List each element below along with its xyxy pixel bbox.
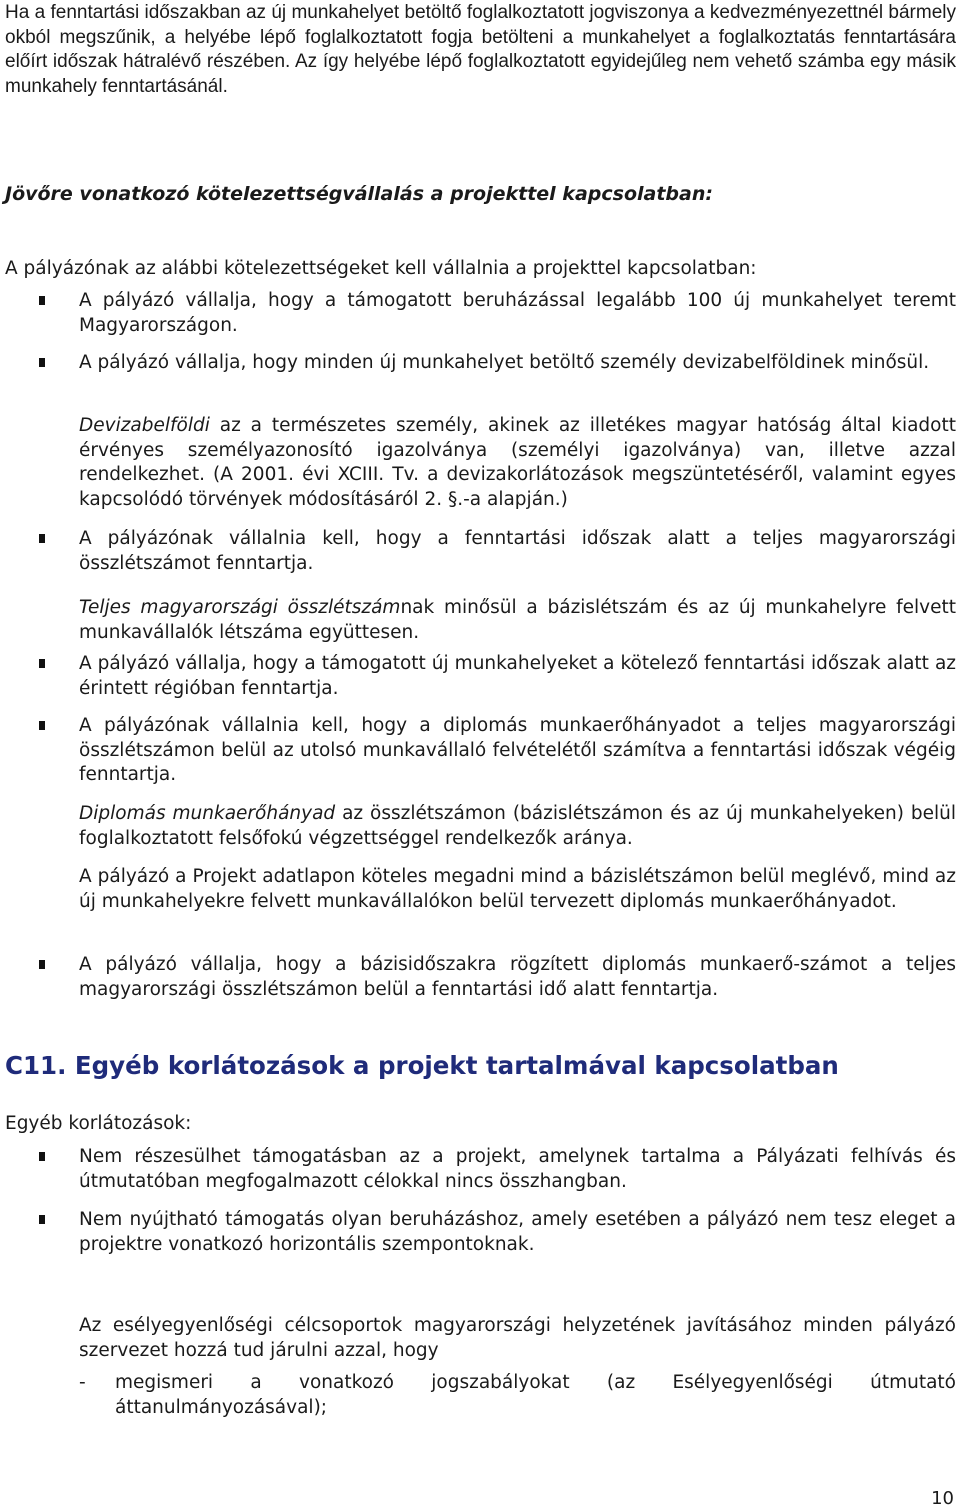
devizabelfoldi-definition xyxy=(79,414,956,512)
diplomas-term: Diplomás munkaerőhányad xyxy=(79,803,336,824)
teljes-term: Teljes magyarországi összlétszám xyxy=(79,597,401,618)
egyeb-lead: Egyéb korlátozások: xyxy=(5,1113,192,1134)
bullet-marker xyxy=(39,534,45,543)
bullet-marker xyxy=(39,960,45,969)
section-heading-c11: C11. Egyéb korlátozások a projekt tartalmával kapcsolatban xyxy=(5,1051,839,1080)
devizabelfoldi-term: Devizabelföldi xyxy=(79,415,210,436)
commitment-item-3: A pályázónak vállalnia kell, hogy a fenntartási időszak alatt a teljes magyarországi összlétszámot fenntartja. xyxy=(79,528,956,574)
commitment-lead: A pályázónak az alábbi kötelezettségeket kell vállalnia a projekttel kapcsolatban: xyxy=(5,258,757,279)
restriction-item-1: Nem részesülhet támogatásban az a projekt, amelynek tartalma a Pályázati felhívás és útmutatóban megfogalmazott célokkal nincs összhangban. xyxy=(79,1146,956,1192)
bullet-marker xyxy=(39,721,45,730)
diplomas-text: az összlétszámon (bázislétszámon és az új munkahelyeken) belül foglalkoztatott felsőfokú végzettséggel rendelkezők aránya. xyxy=(79,803,956,849)
restriction-item-2: Nem nyújtható támogatás olyan beruházáshoz, amely esetében a pályázó nem tesz eleget a projektre vonatkozó horizontális szempontoknak. xyxy=(79,1209,956,1255)
commitment-item-5: A pályázónak vállalnia kell, hogy a diplomás munkaerőhányadot a teljes magyarországi összlétszámon belül az utolsó munkavállaló felvételétől számítva a fenntartási időszak végéig fenntartja. xyxy=(79,715,956,785)
commitment-item-1: A pályázó vállalja, hogy a támogatott beruházással legalább 100 új munkahelyet teremt Magyarországon. xyxy=(79,290,956,336)
bullet-marker xyxy=(39,659,45,668)
bullet-marker xyxy=(39,296,45,305)
adatlap-paragraph: A pályázó a Projekt adatlapon köteles megadni mind a bázislétszámon belül meglévő, mind az új munkahelyekre felvett munkavállalókon belül tervezett diplomás munkaerőhányadot. xyxy=(79,866,956,912)
teljes-definition xyxy=(79,596,956,645)
teljes-text: nak minősül a bázislétszám és az új munkahelyre felvett munkavállalók létszáma együttesen. xyxy=(79,597,956,643)
dash-marker: - xyxy=(79,1372,86,1393)
bullet-marker xyxy=(39,1152,45,1161)
eselyegyenloseg-item-1: megismeri a vonatkozó jogszabályokat (az Esélyegyenlőségi útmutató áttanulmányozásával); xyxy=(115,1372,956,1418)
devizabelfoldi-text: az a természetes személy, akinek az illetékes magyar hatóság által kiadott érvényes személyazonosító igazolványa (személyi igazolványa) van, illetve azzal rendelkezhet. (A 2001. évi XCIII. Tv. a devizakorlátozások megszüntetéséről, valamint egyes kapcsolódó törvények módosításáról 2. §.-a alapján.) xyxy=(79,415,956,510)
commitment-heading: Jövőre vonatkozó kötelezettségvállalás a projekttel kapcsolatban: xyxy=(5,183,713,205)
bullet-marker xyxy=(39,358,45,367)
commitment-item-2: A pályázó vállalja, hogy minden új munkahelyet betöltő személy devizabelföldinek minősül. xyxy=(79,352,930,373)
eselyegyenloseg-paragraph: Az esélyegyenlőségi célcsoportok magyarországi helyzetének javításához minden pályázó szervezet hozzá tud járulni azzal, hogy xyxy=(79,1315,956,1361)
page-number: 10 xyxy=(931,1488,954,1509)
commitment-item-4: A pályázó vállalja, hogy a támogatott új munkahelyeket a kötelező fenntartási időszak alatt az érintett régióban fenntartja. xyxy=(79,653,956,699)
commitment-item-6: A pályázó vállalja, hogy a bázisidőszakra rögzített diplomás munkaerő-számot a teljes magyarországi összlétszámon belül a fenntartási idő alatt fenntartja. xyxy=(79,954,956,1000)
intro-paragraph: Ha a fenntartási időszakban az új munkahelyet betöltő foglalkoztatott jogviszonya a kedvezményezettnél bármely okból megszűnik, a helyébe lépő foglalkoztatott fogja betölteni a munkahelyet a foglalkoztatás fenntartására előírt időszak hátralévő részében. Az így helyébe lépő foglalkoztatott egyidejűleg nem vehető számba egy másik munkahely fenntartásánál. xyxy=(5,2,956,97)
diplomas-definition xyxy=(79,802,956,851)
bullet-marker xyxy=(39,1215,45,1224)
